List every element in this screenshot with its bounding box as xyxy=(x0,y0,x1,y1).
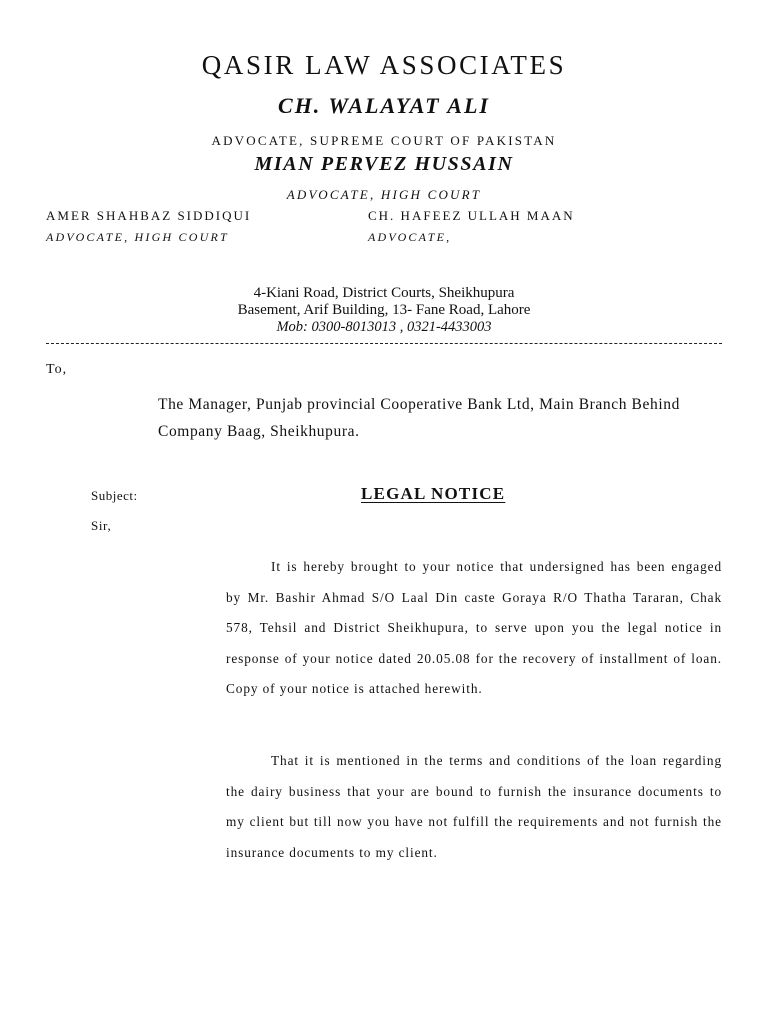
address-line-2: Basement, Arif Building, 13- Fane Road, Lahore xyxy=(237,302,531,318)
body-paragraph-2: That it is mentioned in the terms and conditions of the loan regarding the dairy business that your are bound to furnish the insurance documents to my client but till now you have not fulfill the requirements and not furnish the insurance documents to my client. xyxy=(226,753,722,860)
header-divider xyxy=(46,343,722,344)
subject-label: Subject: xyxy=(91,488,138,503)
phone-numbers: Mob: 0300-8013013 , 0321-4433003 xyxy=(276,319,492,335)
partner-1-designation: ADVOCATE, SUPREME COURT OF PAKISTAN xyxy=(211,133,557,148)
address-line-1: 4-Kiani Road, District Courts, Sheikhupura xyxy=(253,285,515,301)
associate-1-name: AMER SHAHBAZ SIDDIQUI xyxy=(46,208,252,223)
body-paragraph-1: It is hereby brought to your notice that undersigned has been engaged by Mr. Bashir Ahmad S/O Laal Din caste Goraya R/O Thatha Tararan, Chak 578, Tehsil and District Sheikhupura, to serve upon you the legal notice in response of your notice dated 20.05.08 for the recovery of installment of loan. Copy of your notice is attached herewith. xyxy=(226,559,722,696)
partner-1-name: CH. WALAYAT ALI xyxy=(278,93,490,118)
partner-2-name: MIAN PERVEZ HUSSAIN xyxy=(254,153,514,175)
firm-name: QASIR LAW ASSOCIATES xyxy=(201,50,567,80)
addressee: The Manager, Punjab provincial Cooperative Bank Ltd, Main Branch Behind Company Baag, Sheikhupura. xyxy=(158,396,680,440)
salutation: Sir, xyxy=(91,518,112,533)
partner-2-designation: ADVOCATE, HIGH COURT xyxy=(286,187,482,202)
associate-1-designation: ADVOCATE, HIGH COURT xyxy=(46,230,229,244)
to-label: To, xyxy=(46,362,68,377)
associate-2-name: CH. HAFEEZ ULLAH MAAN xyxy=(368,208,575,223)
associate-2-designation: ADVOCATE, xyxy=(368,230,452,244)
notice-title: LEGAL NOTICE xyxy=(361,484,506,503)
